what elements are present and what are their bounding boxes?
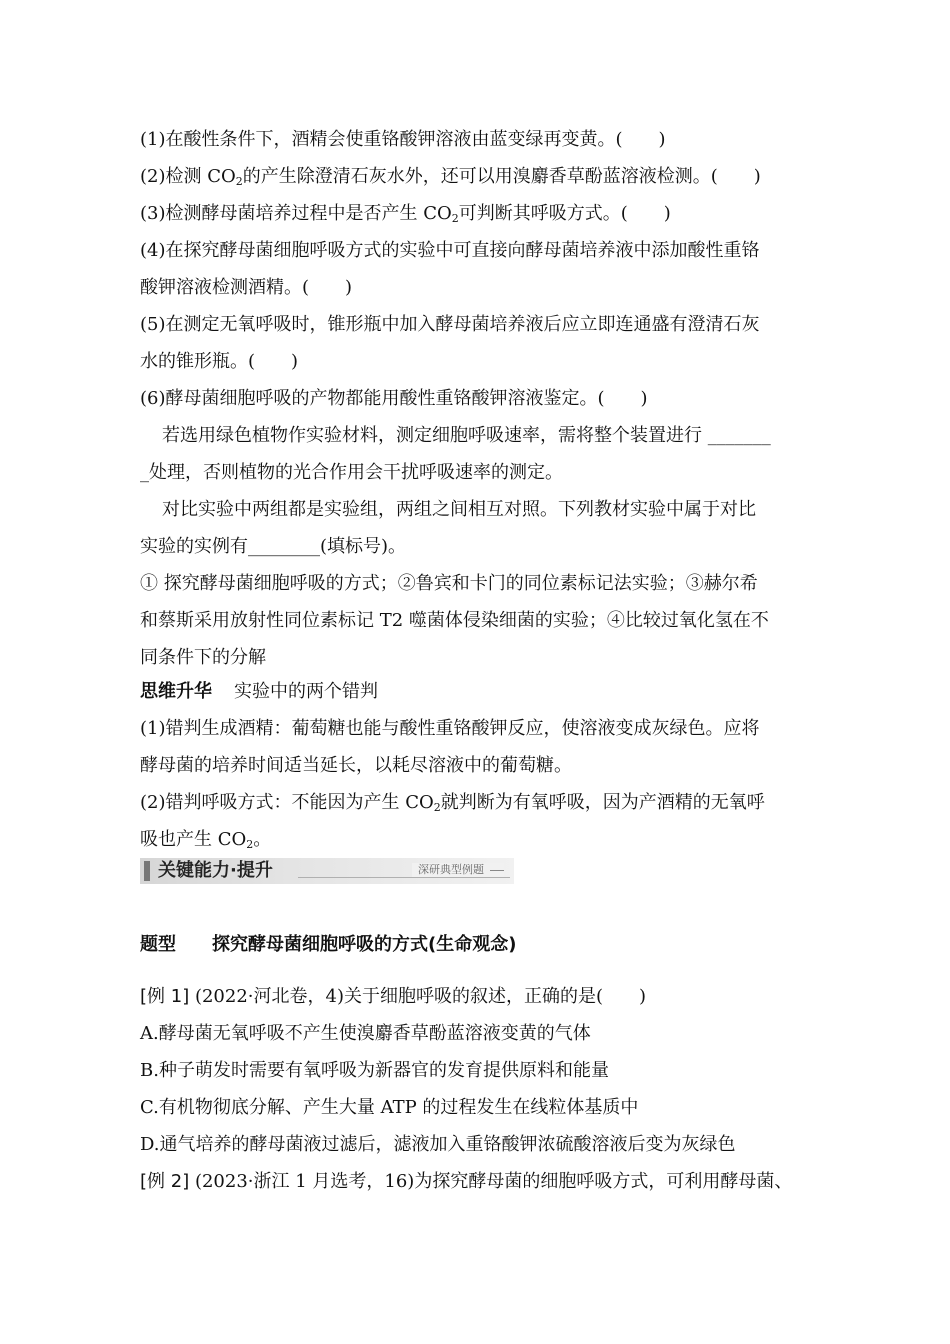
thinking-line-4: 吸也产生 $CO_2$。 [140,829,272,851]
topic-title: 探究酵母菌细胞呼吸的方式(生命观念) [212,934,517,955]
topic-heading [140,933,812,957]
question-2-options-line-1: ① 探究酵母菌细胞呼吸的方式；②鲁宾和卡门的同位素标记法实验；③赫尔希 [140,573,758,594]
section-banner [140,858,514,884]
example-1-option-b: B.种子萌发时需要有氧呼吸为新器官的发育提供原料和能量 [140,1060,609,1081]
judgment-1: (1)在酸性条件下，酒精会使重铬酸钾溶液由蓝变绿再变黄。( ) [140,129,666,150]
thinking-title: 实验中的两个错判 [234,681,378,702]
thinking-heading [140,680,812,704]
judgment-5-line-1: (5)在测定无氧呼吸时，锥形瓶中加入酵母菌培养液后应立即连通盛有澄清石灰 [140,314,760,335]
banner-subtitle: 深研典型例题 [412,863,504,877]
question-2-options-line-3: 同条件下的分解 [140,647,266,668]
example-1-tag: [例 1] [140,986,190,1007]
thinking-line-1: (1)错判生成酒精：葡萄糖也能与酸性重铬酸钾反应，使溶液变成灰绿色。应将 [140,718,760,739]
question-2-line-1: 对比实验中两组都是实验组，两组之间相互对照。下列教材实验中属于对比 [162,499,756,520]
example-1-option-a: A.酵母菌无氧呼吸不产生使溴麝香草酚蓝溶液变黄的气体 [140,1023,591,1044]
banner-title: 关键能力·提升 [158,860,273,881]
question-1-line-2: _处理，否则植物的光合作用会干扰呼吸速率的测定。 [140,462,563,483]
example-1-option-d: D.通气培养的酵母菌液过滤后，滤液加入重铬酸钾浓硫酸溶液后变为灰绿色 [140,1134,736,1155]
thinking-label: 思维升华 [140,681,212,702]
judgment-5-line-2: 水的锥形瓶。( ) [140,351,299,372]
judgment-4-line-2: 酸钾溶液检测酒精。( ) [140,277,353,298]
thinking-line-2: 酵母菌的培养时间适当延长，以耗尽溶液中的葡萄糖。 [140,755,572,776]
thinking-line-3: (2)错判呼吸方式：不能因为产生 $CO_2$就判断为有氧呼吸，因为产酒精的无氧呼 [140,792,765,814]
question-2-line-2: 实验的实例有________(填标号)。 [140,536,407,557]
example-1-option-c: C.有机物彻底分解、产生大量 ATP 的过程发生在线粒体基质中 [140,1097,639,1118]
question-1-line-1: 若选用绿色植物作实验材料，测定细胞呼吸速率，需将整个装置进行 _______ [162,425,771,446]
example-2-stem: [例 2] (2023·浙江 1 月选考，16)为探究酵母菌的细胞呼吸方式，可利用酵母菌、 [140,1171,793,1192]
banner-bar-icon [144,861,150,881]
example-2-tag: [例 2] [140,1171,190,1192]
topic-label: 题型 [140,934,176,955]
judgment-6: (6)酵母菌细胞呼吸的产物都能用酸性重铬酸钾溶液鉴定。( ) [140,388,648,409]
example-1-stem: [例 1] (2022·河北卷，4)关于细胞呼吸的叙述，正确的是( ) [140,986,647,1007]
banner-rule [298,877,510,878]
question-2-options-line-2: 和蔡斯采用放射性同位素标记 T2 噬菌体侵染细菌的实验；④比较过氧化氢在不 [140,610,769,631]
judgment-4-line-1: (4)在探究酵母菌细胞呼吸方式的实验中可直接向酵母菌培养液中添加酸性重铬 [140,240,760,261]
judgment-3: (3)检测酵母菌培养过程中是否产生 $CO_2$可判断其呼吸方式。( ) [140,203,671,225]
judgment-2: (2)检测 $CO_2$的产生除澄清石灰水外，还可以用溴麝香草酚蓝溶液检测。( ) [140,166,761,188]
